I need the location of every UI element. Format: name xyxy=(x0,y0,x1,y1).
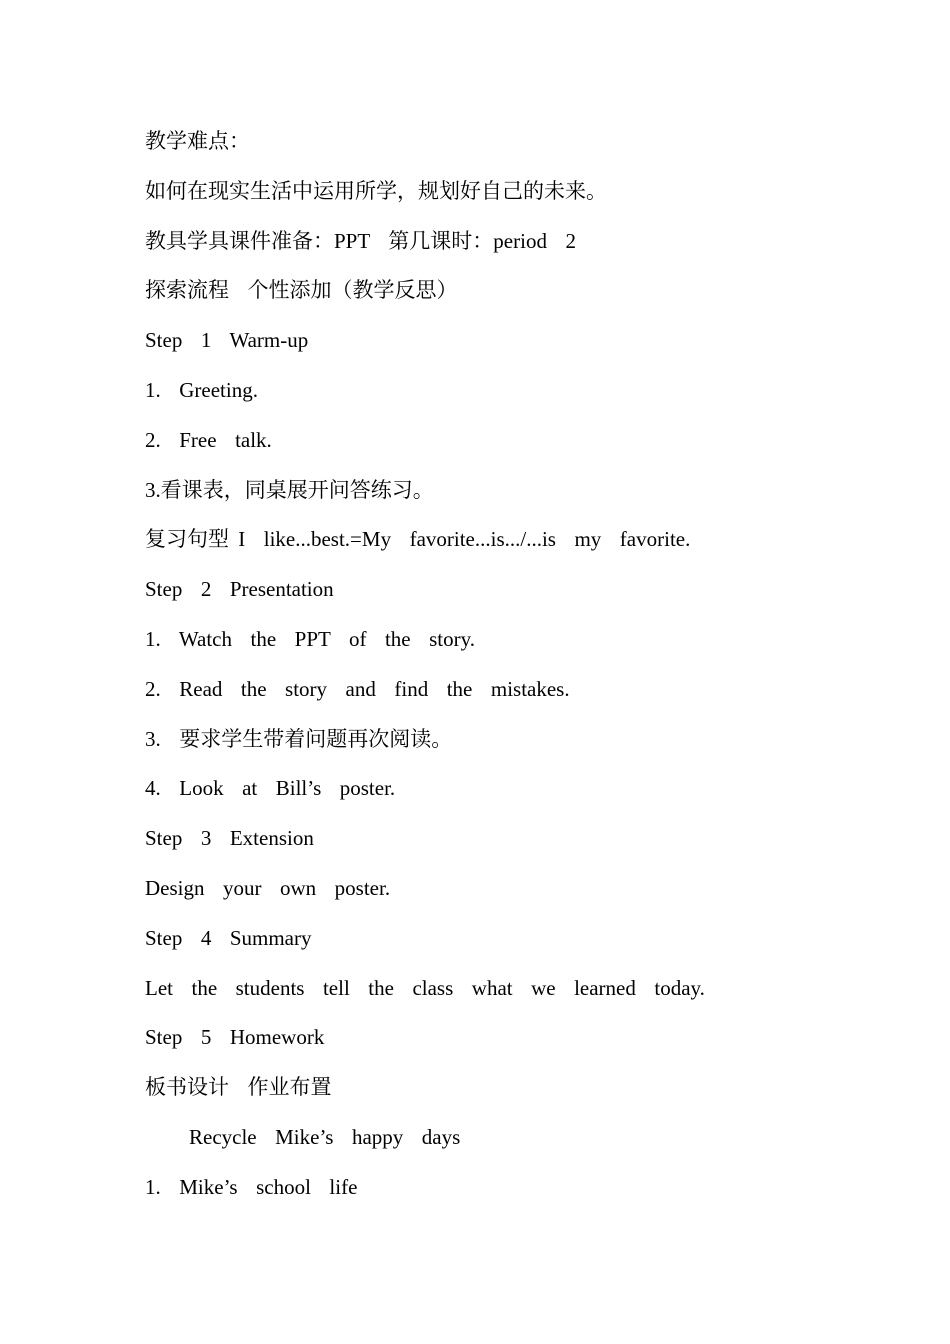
heading-board-design: 板书设计 作业布置 xyxy=(145,1075,332,1100)
step-5-heading: Step 5 Homework xyxy=(145,1025,325,1050)
step-2-item-2: 2. Read the story and find the mistakes. xyxy=(145,676,570,701)
step-3-heading: Step 3 Extension xyxy=(145,826,314,851)
step-4-heading: Step 4 Summary xyxy=(145,925,312,950)
board-item-1: 1. Mike’s school life xyxy=(145,1174,358,1199)
document-body xyxy=(145,123,865,1219)
step-1-review-sentence: 复习句型 I like...best.=My favorite...is.../...is my favorite. xyxy=(145,527,691,552)
step-2-heading: Step 2 Presentation xyxy=(145,577,334,602)
board-title: Recycle Mike’s happy days xyxy=(189,1124,461,1149)
step-3-content: Design your own poster. xyxy=(145,875,391,900)
heading-teaching-difficulty: 教学难点： xyxy=(145,129,250,153)
step-2-item-1: 1. Watch the PPT of the story. xyxy=(145,626,475,651)
step-1-item-1: 1. Greeting. xyxy=(145,377,258,402)
paragraph-difficulty-content: 如何在现实生活中运用所学，规划好自己的未来。 xyxy=(145,178,607,203)
step-4-content: Let the students tell the class what we learned today. xyxy=(145,975,705,1000)
step-2-item-4: 4. Look at Bill’s poster. xyxy=(145,776,396,801)
step-1-item-2: 2. Free talk. xyxy=(145,427,272,452)
heading-process: 探索流程 个性添加（教学反思） xyxy=(145,278,458,303)
paragraph-materials-period: 教具学具课件准备：PPT 第几课时：period 2 xyxy=(145,228,576,253)
step-1-heading: Step 1 Warm-up xyxy=(145,328,309,353)
step-2-item-3: 3. 要求学生带着问题再次阅读。 xyxy=(145,726,453,751)
step-1-item-3: 3.看课表，同桌展开问答练习。 xyxy=(145,477,434,502)
